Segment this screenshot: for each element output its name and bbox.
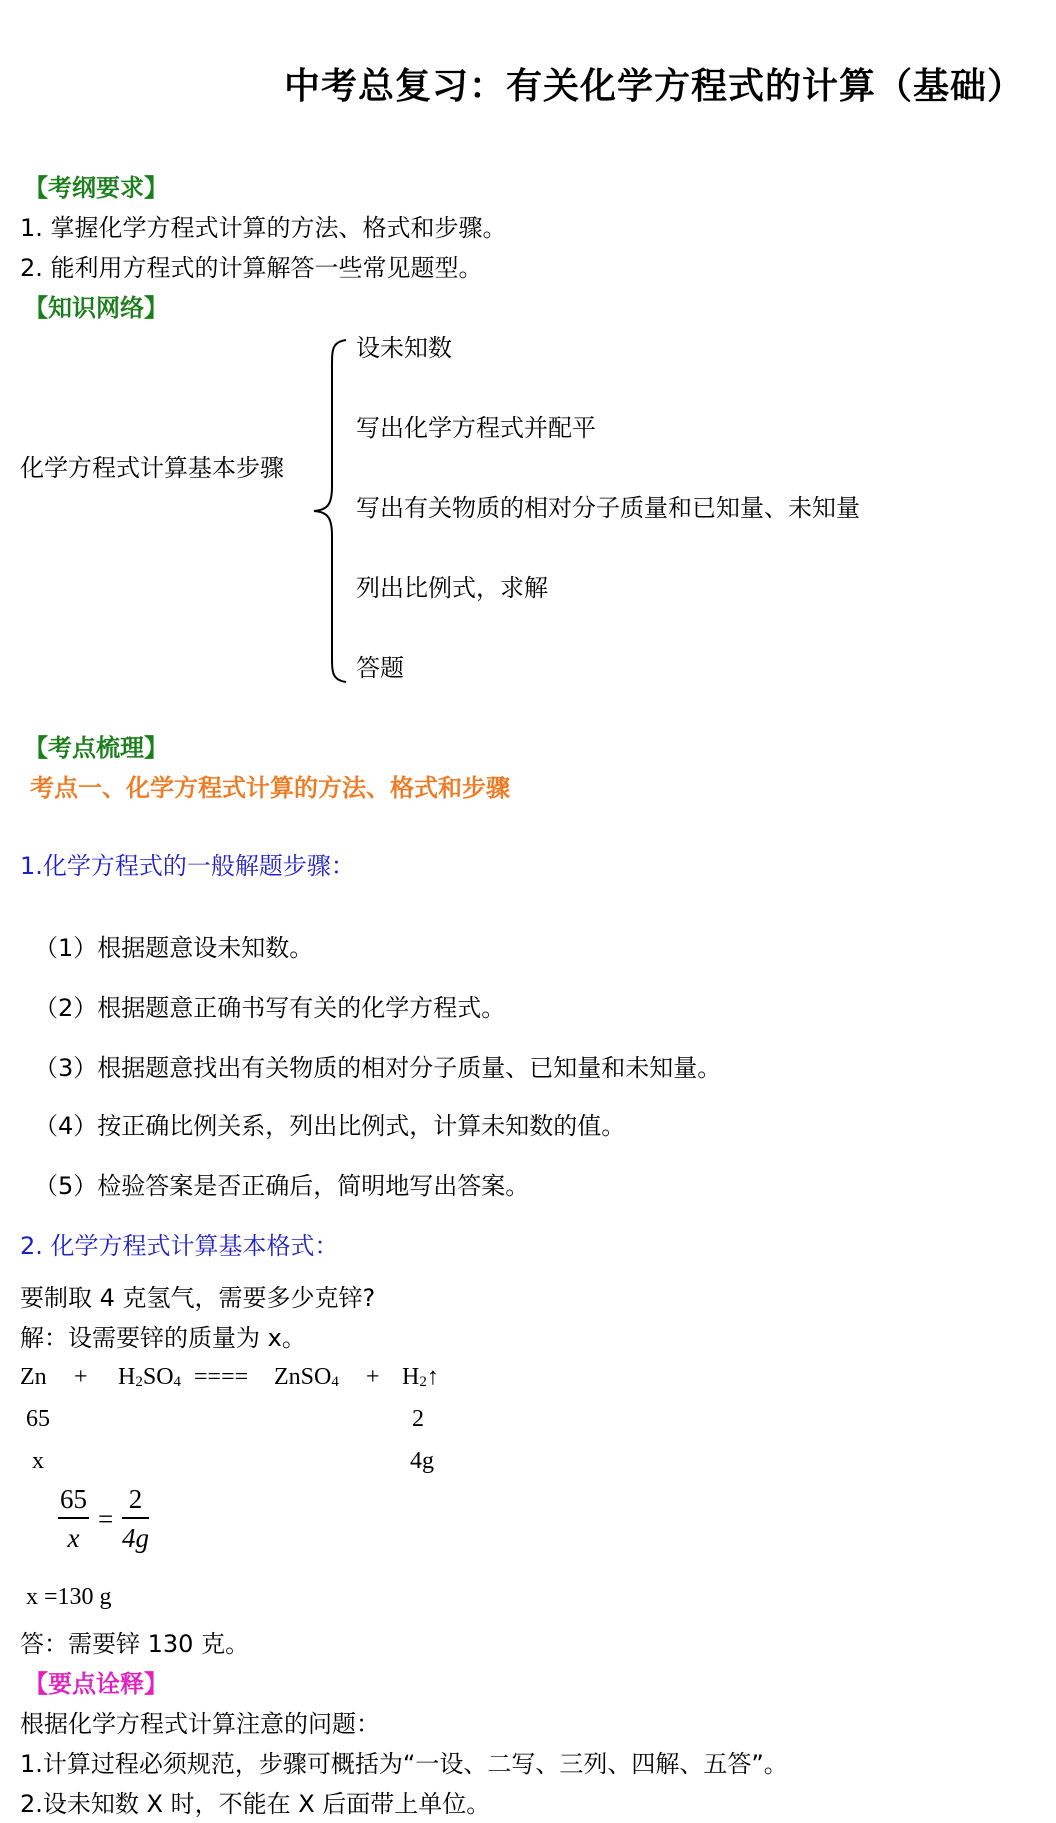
exam-requirement-item: 1. 掌握化学方程式计算的方法、格式和步骤。 bbox=[20, 214, 507, 242]
network-branch: 写出有关物质的相对分子质量和已知量、未知量 bbox=[356, 494, 860, 522]
section-heading-notes: 【要点诠释】 bbox=[24, 1670, 168, 1698]
equation-znso4: ZnSO$_4$ bbox=[274, 1364, 339, 1390]
step-item: （4）按正确比例关系，列出比例式，计算未知数的值。 bbox=[34, 1112, 626, 1140]
zn-relative-mass: 65 bbox=[26, 1406, 50, 1432]
fraction-right: 2 4g bbox=[122, 1484, 149, 1553]
curly-brace-icon bbox=[310, 338, 350, 684]
example-question: 要制取 4 克氢气，需要多少克锌? bbox=[20, 1284, 376, 1312]
exam-requirement-item: 2. 能利用方程式的计算解答一些常见题型。 bbox=[20, 254, 483, 282]
equation-plus: + bbox=[366, 1364, 380, 1390]
network-branch: 答题 bbox=[356, 654, 404, 682]
section-heading-knowledge-network: 【知识网络】 bbox=[24, 294, 168, 322]
key-point-one-heading: 考点一、化学方程式计算的方法、格式和步骤 bbox=[30, 774, 510, 802]
fraction-equals: = bbox=[98, 1504, 114, 1534]
network-branch: 列出比例式，求解 bbox=[356, 574, 548, 602]
note-item: 2.设未知数 X 时，不能在 X 后面带上单位。 bbox=[20, 1790, 491, 1818]
step-item: （3）根据题意找出有关物质的相对分子质量、已知量和未知量。 bbox=[34, 1054, 722, 1082]
step-item: （2）根据题意正确书写有关的化学方程式。 bbox=[34, 994, 506, 1022]
network-branch: 写出化学方程式并配平 bbox=[356, 414, 596, 442]
h2-relative-mass: 2 bbox=[412, 1406, 424, 1432]
step-item: （1）根据题意设未知数。 bbox=[34, 934, 314, 962]
gas-arrow-icon: ↑ bbox=[426, 1364, 439, 1390]
section-heading-exam-requirements: 【考纲要求】 bbox=[24, 174, 168, 202]
equation-zn: Zn bbox=[20, 1364, 47, 1390]
h2-known: 4g bbox=[410, 1448, 434, 1474]
step-item: （5）检验答案是否正确后，简明地写出答案。 bbox=[34, 1172, 530, 1200]
equation-h2: $H_2↑$ bbox=[402, 1364, 439, 1390]
zn-unknown: x bbox=[32, 1448, 44, 1474]
format-heading: 2. 化学方程式计算基本格式： bbox=[20, 1232, 339, 1260]
fraction-left: 65 x bbox=[60, 1484, 87, 1553]
example-answer: 答：需要锌 130 克。 bbox=[20, 1630, 250, 1658]
equation-plus: + bbox=[74, 1364, 88, 1390]
solution-result: x =130 g bbox=[26, 1584, 112, 1610]
network-branch: 设未知数 bbox=[356, 334, 452, 362]
steps-heading: 1.化学方程式的一般解题步骤： bbox=[20, 852, 355, 880]
equation-h2so4: $H_2SO_4$ bbox=[118, 1364, 182, 1390]
network-root-label: 化学方程式计算基本步骤 bbox=[20, 454, 284, 482]
notes-intro: 根据化学方程式计算注意的问题： bbox=[20, 1710, 380, 1738]
equation-reaction-sign: ==== bbox=[194, 1364, 249, 1390]
page-title: 中考总复习：有关化学方程式的计算（基础） bbox=[284, 66, 1025, 107]
note-item: 1.计算过程必须规范，步骤可概括为“一设、二写、三列、四解、五答”。 bbox=[20, 1750, 788, 1778]
section-heading-key-points: 【考点梳理】 bbox=[24, 734, 168, 762]
example-solve-line: 解：设需要锌的质量为 x。 bbox=[20, 1324, 306, 1352]
